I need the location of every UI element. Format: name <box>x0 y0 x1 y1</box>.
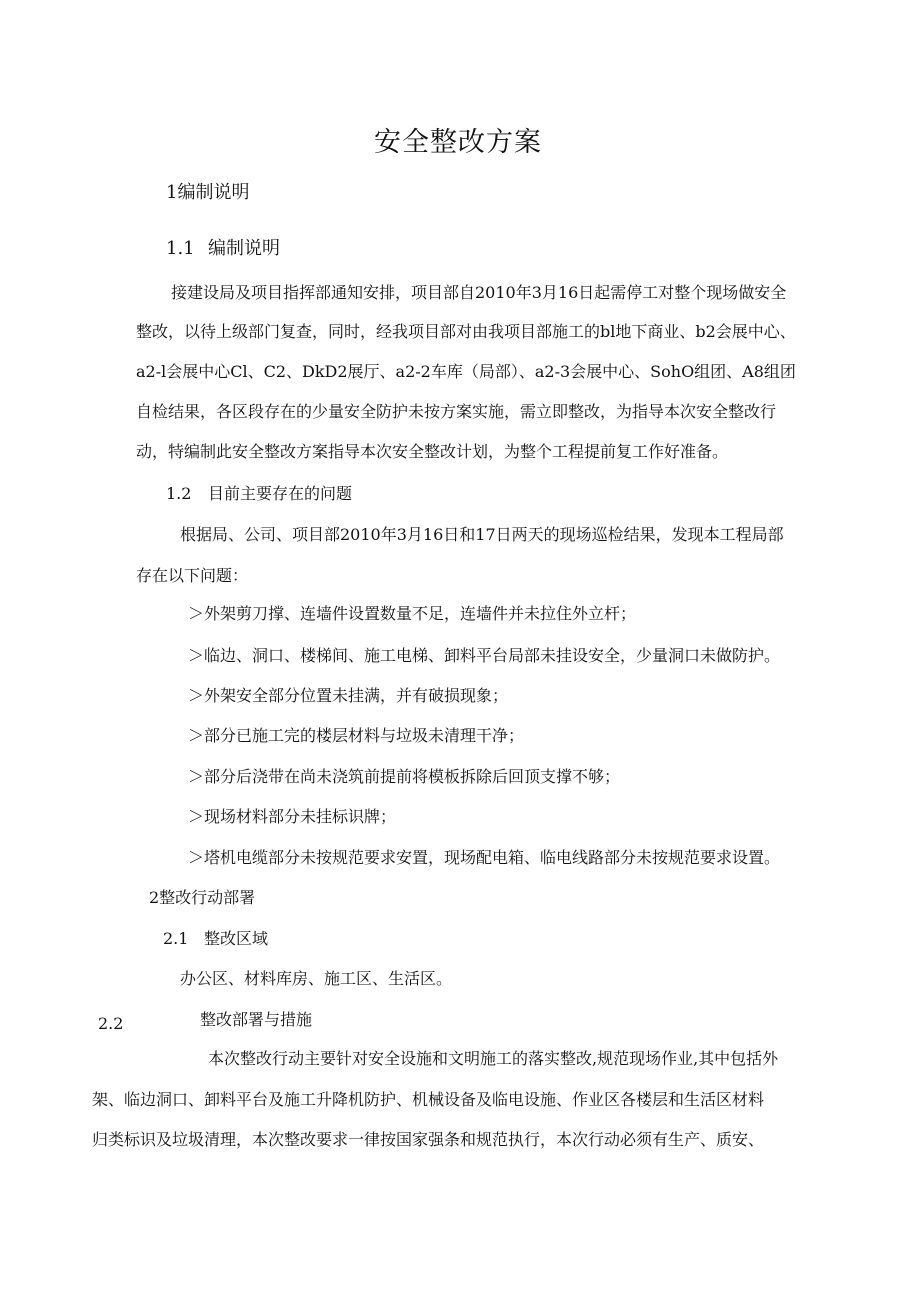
section-2-2-number: 2.2 <box>98 1014 124 1033</box>
paragraph-1-line-5: 动，特编制此安全整改方案指导本次安全整改计划，为整个工程提前复工作好准备。 <box>136 442 729 461</box>
section-2-2-title: 整改部署与措施 <box>200 1010 313 1029</box>
paragraph-1-line-2: 整改，以待上级部门复查，同时，经我项目部对由我项目部施工的bl地下商业、b2会展中心、 <box>136 322 796 341</box>
paragraph-2-line-1: 根据局、公司、项目部2010年3月16日和17日两天的现场巡检结果，发现本工程局部 <box>180 525 784 544</box>
issue-item: ＞现场材料部分未挂标识牌； <box>188 807 397 826</box>
paragraph-3-line-1: 本次整改行动主要针对安全设施和文明施工的落实整改,规范现场作业,其中包括外 <box>208 1049 779 1068</box>
issue-item: ＞部分后浇带在尚未浇筑前提前将模板拆除后回顶支撑不够； <box>188 767 621 786</box>
section-2-heading: 2整改行动部署 <box>149 888 256 907</box>
section-2-1-number: 2.1 <box>163 929 189 948</box>
section-1-1-number: 1.1 <box>166 238 195 259</box>
areas-line: 办公区、材料库房、施工区、生活区。 <box>180 969 453 988</box>
paragraph-1-line-3: a2-l会展中心Cl、C2、DkD2展厅、a2-2车库（局部）、a2-3会展中心、SohO组团、A8组团 <box>136 362 796 381</box>
paragraph-1-line-1: 接建设局及项目指挥部通知安排，项目部自2010年3月16日起需停工对整个现场做安全 <box>171 283 787 302</box>
issue-item: ＞部分已施工完的楼层材料与垃圾未清理干净； <box>188 726 525 745</box>
document-title: 安全整改方案 <box>374 127 542 158</box>
paragraph-3-line-2: 架、临边洞口、卸料平台及施工升降机防护、机械设备及临电设施、作业区各楼层和生活区材料 <box>92 1090 765 1109</box>
issue-item: ＞外架剪刀撑、连墙件设置数量不足，连墙件并未拉住外立杆； <box>188 604 637 623</box>
section-1-1-title: 编制说明 <box>208 238 280 259</box>
paragraph-3-line-3: 归类标识及垃圾清理，本次整改要求一律按国家强条和规范执行，本次行动必须有生产、质安、 <box>92 1130 765 1149</box>
issue-item: ＞塔机电缆部分未按规范要求安置，现场配电箱、临电线路部分未按规范要求设置。 <box>188 848 781 867</box>
section-1-heading: 1编制说明 <box>166 182 250 203</box>
section-1-2-number: 1.2 <box>166 484 192 503</box>
paragraph-2-line-2: 存在以下问题： <box>136 566 249 585</box>
issue-item: ＞外架安全部分位置未挂满，并有破损现象； <box>188 686 509 705</box>
paragraph-1-line-4: 自检结果，各区段存在的少量安全防护未按方案实施，需立即整改，为指导本次安全整改行 <box>136 402 777 421</box>
section-1-2-title: 目前主要存在的问题 <box>208 484 353 503</box>
section-2-1-title: 整改区域 <box>204 929 269 948</box>
issue-item: ＞临边、洞口、楼梯间、施工电梯、卸料平台局部未挂设安全，少量洞口未做防护。 <box>188 646 781 665</box>
